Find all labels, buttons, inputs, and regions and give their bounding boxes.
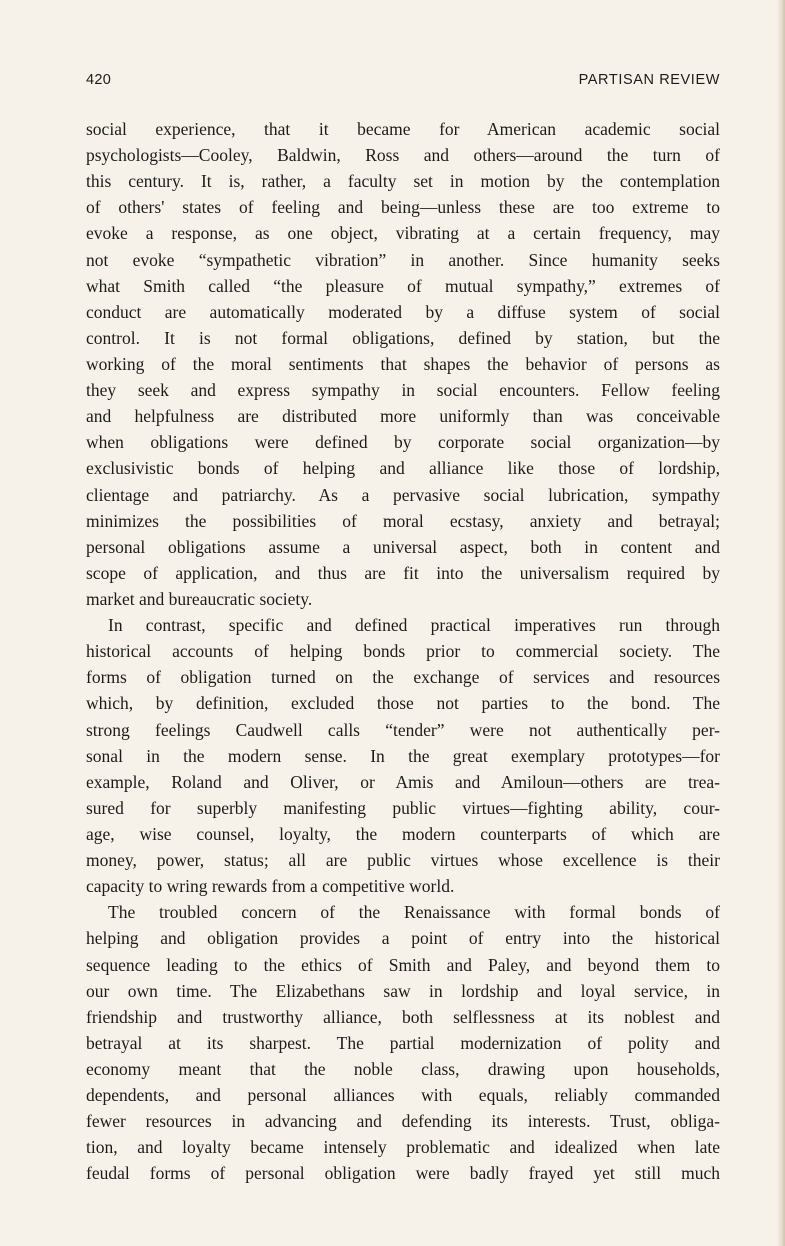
text-line: betrayal at its sharpest. The partial modernization of polity and — [86, 1032, 720, 1053]
text-line: economy meant that the noble class, drawing upon households, — [86, 1058, 720, 1079]
text-line: market and bureaucratic society. — [86, 588, 313, 609]
running-head — [86, 72, 720, 94]
text-line: control. It is not formal obligations, defined by station, but the — [86, 327, 720, 348]
page-edge-shadow — [777, 0, 785, 1246]
text-line: forms of obligation turned on the exchange of services and resources — [86, 667, 720, 688]
text-line: scope of application, and thus are fit into the universalism required by — [86, 562, 720, 583]
text-line: sequence leading to the ethics of Smith and Paley, and beyond them to — [86, 954, 720, 975]
text-line: The troubled concern of the Renaissance with formal bonds of — [108, 902, 720, 923]
text-line: tion, and loyalty became intensely problematic and idealized when late — [86, 1137, 720, 1158]
text-line: historical accounts of helping bonds prior to commercial society. The — [86, 641, 720, 662]
text-line: example, Roland and Oliver, or Amis and Amiloun—others are trea- — [86, 771, 720, 792]
text-line: conduct are automatically moderated by a diffuse system of social — [86, 301, 720, 322]
text-line: dependents, and personal alliances with equals, reliably commanded — [86, 1085, 720, 1106]
text-line: capacity to wring rewards from a competitive world. — [86, 876, 455, 897]
text-line: In contrast, specific and defined practical imperatives run through — [108, 615, 720, 636]
text-line: friendship and trustworthy alliance, both selflessness at its noblest and — [86, 1006, 720, 1027]
text-line: of others' states of feeling and being—unless these are too extreme to — [86, 197, 720, 218]
text-line: feudal forms of personal obligation were badly frayed yet still much — [86, 1163, 720, 1184]
text-line: psychologists—Cooley, Baldwin, Ross and others—around the turn of — [86, 145, 720, 166]
paragraph — [86, 899, 720, 1186]
text-line: our own time. The Elizabethans saw in lordship and loyal service, in — [86, 980, 720, 1001]
text-line: and helpfulness are distributed more uniformly than was conceivable — [86, 406, 720, 427]
text-line: clientage and patriarchy. As a pervasive social lubrication, sympathy — [86, 484, 720, 505]
text-line: social experience, that it became for American academic social — [86, 119, 720, 139]
journal-title: PARTISAN REVIEW — [578, 72, 720, 88]
page-number: 420 — [86, 72, 112, 88]
text-line: exclusivistic bonds of helping and alliance like those of lordship, — [86, 458, 720, 479]
paragraph — [86, 612, 720, 899]
text-line: not evoke “sympathetic vibration” in another. Since humanity seeks — [86, 249, 720, 270]
text-line: sonal in the modern sense. In the great exemplary prototypes—for — [86, 745, 720, 766]
text-line: which, by definition, excluded those not parties to the bond. The — [86, 693, 720, 714]
text-line: minimizes the possibilities of moral ecstasy, anxiety and betrayal; — [86, 510, 720, 531]
text-line: sured for superbly manifesting public virtues—fighting ability, cour- — [86, 797, 720, 818]
text-line: when obligations were defined by corporate social organization—by — [86, 432, 720, 453]
paragraph — [86, 116, 720, 612]
text-line: they seek and express sympathy in social encounters. Fellow feeling — [86, 380, 720, 401]
text-line: what Smith called “the pleasure of mutual sympathy,” extremes of — [86, 275, 720, 296]
text-line: evoke a response, as one object, vibrating at a certain frequency, may — [86, 223, 720, 244]
text-line: helping and obligation provides a point of entry into the historical — [86, 928, 720, 949]
text-line: this century. It is, rather, a faculty set in motion by the contemplation — [86, 171, 720, 192]
text-line: working of the moral sentiments that shapes the behavior of persons as — [86, 353, 720, 374]
text-line: money, power, status; all are public virtues whose excellence is their — [86, 850, 720, 871]
text-line: fewer resources in advancing and defending its interests. Trust, obliga- — [86, 1111, 720, 1132]
text-line: age, wise counsel, loyalty, the modern counterparts of which are — [86, 823, 720, 844]
text-line: personal obligations assume a universal aspect, both in content and — [86, 536, 720, 557]
text-line: strong feelings Caudwell calls “tender” were not authentically per- — [86, 719, 720, 740]
body-text — [86, 116, 720, 1186]
